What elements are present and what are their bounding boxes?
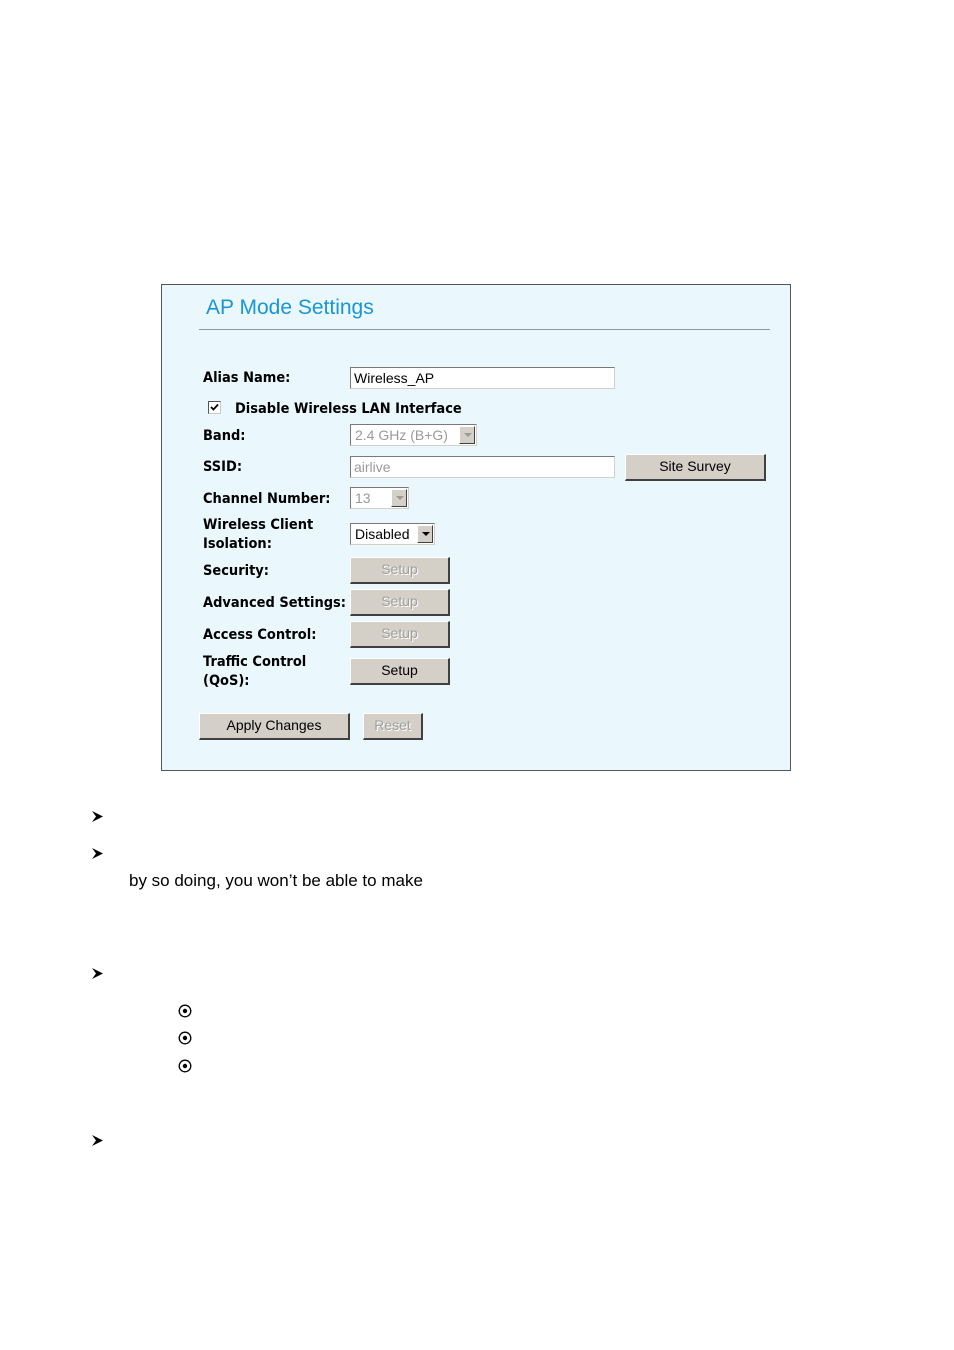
circle-bullet-icon — [178, 1031, 192, 1045]
isolation-select[interactable] — [350, 523, 435, 545]
arrow-bullet-icon — [91, 810, 104, 823]
security-setup-button[interactable]: Setup — [350, 557, 450, 584]
title-divider — [199, 329, 770, 330]
chevron-down-icon — [391, 489, 407, 507]
advanced-settings-label: Advanced Settings: — [203, 595, 347, 611]
traffic-control-label-line2: (QoS): — [203, 673, 250, 689]
advanced-settings-setup-button[interactable]: Setup — [350, 589, 450, 616]
circle-bullet-icon — [178, 1004, 192, 1018]
isolation-label-line2: Isolation: — [203, 536, 272, 552]
traffic-control-setup-button[interactable]: Setup — [350, 658, 450, 685]
access-control-label: Access Control: — [203, 627, 317, 643]
circle-bullet-icon — [178, 1059, 192, 1073]
arrow-bullet-icon — [91, 967, 104, 980]
site-survey-button[interactable]: Site Survey — [625, 454, 766, 481]
access-control-setup-button[interactable]: Setup — [350, 621, 450, 648]
reset-button[interactable]: Reset — [363, 713, 423, 740]
ap-mode-settings-panel — [161, 284, 791, 771]
chevron-down-icon — [459, 426, 475, 444]
checkmark-icon — [210, 403, 219, 412]
disable-wlan-label: Disable Wireless LAN Interface — [235, 401, 462, 417]
ssid-input[interactable]: airlive — [350, 456, 615, 478]
alias-name-input[interactable]: Wireless_AP — [350, 367, 615, 389]
traffic-control-label-line1: Traffic Control — [203, 654, 307, 670]
apply-changes-button[interactable]: Apply Changes — [199, 713, 350, 740]
alias-name-label: Alias Name: — [203, 370, 291, 386]
body-text-line: by so doing, you won’t be able to make — [129, 871, 423, 890]
band-select[interactable] — [350, 424, 477, 446]
arrow-bullet-icon — [91, 847, 104, 860]
chevron-down-icon — [417, 525, 433, 543]
band-select-value: 2.4 GHz (B+G) — [355, 427, 448, 443]
page-title: AP Mode Settings — [206, 296, 374, 319]
disable-wlan-checkbox[interactable] — [208, 401, 221, 414]
security-label: Security: — [203, 563, 270, 579]
arrow-bullet-icon — [91, 1134, 104, 1147]
channel-number-value: 13 — [355, 490, 371, 506]
band-label: Band: — [203, 428, 246, 444]
isolation-select-value: Disabled — [355, 526, 410, 542]
channel-number-label: Channel Number: — [203, 491, 331, 507]
channel-number-select[interactable] — [350, 487, 409, 509]
isolation-label-line1: Wireless Client — [203, 517, 314, 533]
ssid-label: SSID: — [203, 459, 243, 475]
